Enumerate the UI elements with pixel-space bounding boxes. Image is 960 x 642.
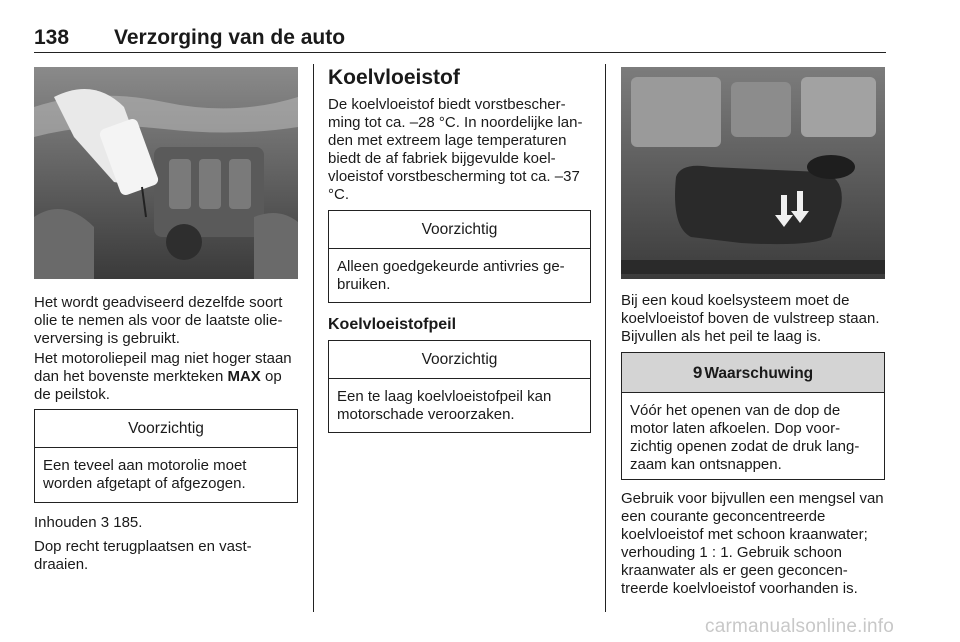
caution-body: Een teveel aan motorolie moet worden afgetapt of afgezogen. (43, 457, 247, 492)
watermark: carmanualsonline.info (705, 616, 895, 637)
column-divider (313, 64, 314, 612)
page-reference-icon: 3 (100, 514, 110, 531)
warning-box (621, 352, 885, 480)
paragraph: Bij een koud koelsysteem moet de koelvloeistof boven de vulstreep staan. Bijvullen als het peil te laag is. (621, 292, 880, 345)
caution-box (328, 210, 591, 303)
paragraph-text: Inhouden (34, 514, 101, 531)
caution-box (34, 409, 298, 503)
paragraph-text: Het motoroliepeil mag niet hoger staan dan het bovenste merkteken (34, 350, 292, 385)
paragraph-text: op de peilstok. (34, 368, 282, 403)
warning-title: Waarschuwing (704, 365, 814, 382)
page-header (34, 24, 886, 53)
page-title: Verzorging van de auto (114, 26, 346, 49)
engine-oil-photo (34, 67, 298, 279)
column-divider (605, 64, 606, 612)
paragraph: Het wordt geadviseerd dezelfde soort olie te nemen als voor de laatste olie-verversing is gebruikt. (34, 294, 283, 347)
page-number: 138 (34, 26, 70, 49)
paragraph (34, 514, 300, 532)
warning-title-bar (622, 353, 884, 393)
paragraph: Gebruik voor bijvullen een mengsel van een courante geconcentreerde koelvloeistof met schoon kraanwater; verhouding 1 : 1. Gebruik schoon kraanwater als er geen geconcen-treerde koelvloeistof voorhanden is. (621, 490, 884, 597)
warning-body: Vóór het openen van de dop de motor laten afkoelen. Dop voor-zichtig openen zodat de druk lang-zaam kan ontsnappen. (630, 402, 860, 473)
caution-title: Voorzichtig (329, 341, 590, 379)
section-title: Koelvloeistof (328, 66, 460, 89)
warning-triangle-icon: 9 (692, 363, 703, 382)
paragraph (34, 350, 300, 404)
max-mark: MAX (227, 368, 261, 385)
coolant-reservoir-photo (621, 67, 885, 279)
caution-box (328, 340, 591, 433)
paragraph: De koelvloeistof biedt vorstbescher-ming tot ca. –28 °C. In noordelijke lan-den met extreem lage temperaturen biedt de af fabriek bijgevulde koel-vloeistof vorstbescherming tot ca. –37 °C. (328, 96, 583, 203)
subsection-title: Koelvloeistofpeil (328, 316, 457, 333)
caution-body: Een te laag koelvloeistofpeil kan motorschade veroorzaken. (337, 388, 552, 423)
caution-title: Voorzichtig (329, 211, 590, 249)
caution-body: Alleen goedgekeurde antivries ge-bruiken. (337, 258, 565, 293)
caution-title: Voorzichtig (35, 410, 297, 448)
paragraph-text: 185. (109, 514, 143, 531)
paragraph: Dop recht terugplaatsen en vast-draaien. (34, 538, 252, 573)
